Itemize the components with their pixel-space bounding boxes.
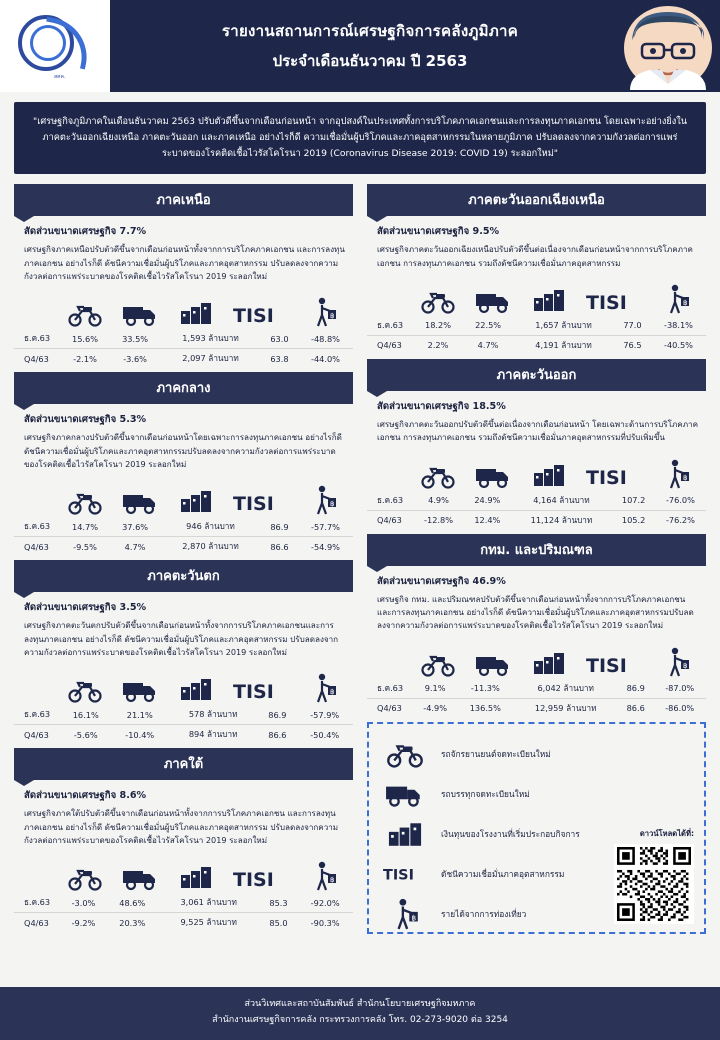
factory-icon: [532, 461, 566, 489]
doctor-illustration-icon: [622, 4, 714, 90]
region-description: เศรษฐกิจภาคเหนือปรับตัวดีขึ้นจากเดือนก่อนหน้าทั้งจากการบริโภคภาคเอกชน และการลงทุนภาคเอกชน อย่างไรก็ดี ดัชนีความเชื่อมั่นผู้บริโภคและภาคอุตสาหกรรม ปรับลดลงจากความกังวลต่อการแพร่ระบาดของโรคติดเชื้อไวรัสโคโรนา 2019 ระลอกใหม่: [24, 244, 345, 281]
cell-truck: -11.3%: [470, 683, 500, 694]
cell-motorcycle: 2.2%: [413, 335, 463, 355]
motorcycle-icon: [421, 651, 455, 677]
legend-label: รถบรรทุกจดทะเบียนใหม่: [441, 788, 530, 799]
cell-investment: 2,870 ล้านบาท: [160, 537, 261, 557]
cell-investment: 946 ล้านบาท: [186, 521, 235, 532]
row-period: Q4/63: [367, 698, 413, 718]
footer-line-2: สำนักงานเศรษฐกิจการคลัง กระทรวงการคลัง โทร. 02-273-9020 ต่อ 3254: [212, 1014, 508, 1025]
logo-caption: สศค.: [54, 74, 66, 80]
tisi-icon: [233, 867, 291, 891]
cell-tisi: 86.6: [618, 698, 653, 718]
factory-icon: [532, 286, 566, 314]
motorcycle-icon: [383, 740, 427, 768]
qr-caption: ดาวน์โหลดได้ที่:: [639, 828, 694, 838]
region-title: ภาคกลาง: [14, 372, 353, 404]
region-card-west: [14, 560, 353, 744]
region-card-east: [367, 359, 706, 530]
tourist-icon: [664, 284, 690, 314]
indicator-icon-row: [367, 445, 706, 491]
region-title: ภาคใต้: [14, 748, 353, 780]
cell-investment: 894 ล้านบาท: [168, 725, 258, 745]
page-footer: [0, 987, 720, 1040]
table-row: [14, 705, 353, 725]
region-data-table: [14, 893, 353, 932]
legend-label: ดัชนีความเชื่อมั่นภาคอุตสาหกรรม: [441, 868, 565, 879]
region-description: เศรษฐกิจภาคตะวันออกเฉียงเหนือปรับตัวดีขึ้นต่อเนื่องจากเดือนก่อนหน้าจากการบริโภคภาคเอกชน การลงทุนภาคเอกชน รวมถึงดัชนีความเชื่อมั่นภาคอุตสาหกรรม: [377, 244, 693, 268]
indicator-icon-row: [367, 633, 706, 679]
tourist-icon: [664, 647, 690, 677]
cell-truck: 12.4%: [464, 510, 511, 530]
region-card-bangkok: [367, 534, 706, 718]
region-description: เศรษฐกิจภาคตะวันตกปรับตัวดีขึ้นจากเดือนก่อนหน้าทั้งจากการบริโภคภาคเอกชนและการลงทุนภาคเอกชน อย่างไรก็ดี ดัชนีความเชื่อมั่นผู้บริโภคและภาคอุตสาหกรรม ปรับลดลงจากความกังวลต่อการแพร่ระบาดของโรคติดเชื้อไวรัสโคโรนา 2019 ระลอกใหม่: [24, 620, 339, 658]
title-line-1: รายงานสถานการณ์เศรษฐกิจการคลังภูมิภาค: [221, 22, 519, 40]
cell-tisi: 63.8: [261, 349, 298, 369]
cell-investment: 11,124 ล้านบาท: [511, 510, 613, 530]
tourist-icon: [311, 485, 337, 515]
row-period: ธ.ค.63: [24, 709, 51, 720]
cell-tourism: -76.0%: [665, 495, 695, 506]
row-period: ธ.ค.63: [24, 897, 51, 908]
cell-motorcycle: 4.9%: [428, 495, 449, 506]
table-row: [367, 698, 706, 718]
cell-motorcycle: 16.1%: [72, 709, 99, 720]
cell-truck: 136.5%: [457, 698, 513, 718]
cell-motorcycle: -5.6%: [60, 725, 111, 745]
tourist-icon: [664, 459, 690, 489]
svg-text:TISI: TISI: [233, 493, 275, 516]
cell-tourism: -44.0%: [298, 349, 353, 369]
cell-tourism: -57.7%: [311, 521, 340, 532]
region-data-table: [14, 329, 353, 368]
factory-icon: [383, 819, 427, 849]
cell-tisi: 107.2: [621, 495, 646, 506]
svg-text:฿: ฿: [411, 913, 417, 923]
cell-truck: -10.4%: [111, 725, 168, 745]
row-period: ธ.ค.63: [377, 494, 404, 505]
legend-label: รายได้จากการท่องเที่ยว: [441, 908, 527, 919]
svg-text:฿: ฿: [683, 661, 688, 670]
svg-text:฿: ฿: [330, 688, 335, 697]
region-share: สัดส่วนขนาดเศรษฐกิจ 3.5%: [24, 602, 147, 614]
right-column: [367, 184, 706, 936]
cell-truck: 20.3%: [107, 913, 158, 933]
svg-text:TISI: TISI: [233, 681, 275, 704]
cell-motorcycle: 9.1%: [424, 683, 446, 694]
cell-investment: 4,164 ล้านบาท: [533, 494, 590, 505]
region-card-central: [14, 372, 353, 556]
region-description: เศรษฐกิจภาคตะวันออกปรับตัวดีขึ้นต่อเนื่องจากเดือนก่อนหน้า โดยเฉพาะด้านการบริโภคภาคเอกชน การลงทุนภาคเอกชน รวมถึงดัชนีความเชื่อมั่นภาคอุตสาหกรรมที่ปรับเพิ่มขึ้น: [377, 418, 699, 443]
cell-investment: 1,593 ล้านบาท: [182, 333, 239, 344]
svg-text:TISI: TISI: [233, 305, 275, 328]
table-row: [367, 335, 706, 355]
cell-tourism: -38.1%: [664, 320, 693, 331]
region-share: สัดส่วนขนาดเศรษฐกิจ 46.9%: [377, 575, 506, 587]
region-data-table: [367, 491, 706, 530]
truck-icon: [122, 301, 160, 327]
tourist-icon: [311, 673, 337, 703]
cell-investment: 4,191 ล้านบาท: [513, 335, 614, 355]
table-row: [14, 893, 353, 913]
region-data-table: [14, 705, 353, 744]
tourist-icon: [311, 297, 337, 327]
truck-icon: [475, 651, 513, 677]
tisi-icon: [233, 303, 291, 327]
cell-tourism: -48.8%: [311, 333, 340, 344]
legend-item-truck: [383, 774, 694, 814]
table-row: [14, 329, 353, 349]
row-period: Q4/63: [14, 725, 60, 745]
row-period: ธ.ค.63: [377, 319, 404, 330]
cell-tourism: -90.3%: [297, 913, 353, 933]
cell-investment: 1,657 ล้านบาท: [535, 319, 592, 330]
tisi-icon: [383, 862, 427, 886]
title-line-2: ประจำเดือนธันวาคม ปี 2563: [272, 52, 468, 70]
table-row: [367, 679, 706, 699]
motorcycle-icon: [421, 463, 455, 489]
cell-motorcycle: -12.8%: [413, 510, 464, 530]
region-description: เศรษฐกิจภาคใต้ปรับตัวดีขึ้นจากเดือนก่อนหน้าทั้งจากการบริโภคภาคเอกชน และการลงทุนภาคเอกชน อย่างไรก็ดี ดัชนีความเชื่อมั่นผู้บริโภคและภาคอุตสาหกรรม ปรับลดลงจากความกังวลต่อการแพร่ระบาดของโรคติดเชื้อไวรัสโคโรนา 2019 ระลอกใหม่: [24, 808, 339, 846]
region-data-table: [367, 679, 706, 718]
cell-truck: 24.9%: [474, 495, 501, 506]
cell-truck: 4.7%: [463, 335, 513, 355]
cell-tourism: -76.2%: [655, 510, 706, 530]
cell-truck: 22.5%: [475, 320, 502, 331]
factory-icon: [179, 863, 213, 891]
table-row: [14, 537, 353, 557]
region-title: กทม. และปริมณฑล: [367, 534, 706, 566]
cell-investment: 9,525 ล้านบาท: [158, 913, 260, 933]
tourist-icon: [383, 898, 427, 930]
region-title: ภาคตะวันออกเฉียงเหนือ: [367, 184, 706, 216]
cell-truck: 33.5%: [122, 333, 149, 344]
svg-text:฿: ฿: [330, 876, 335, 885]
indicator-icon-row: [14, 659, 353, 705]
indicator-icon-row: [367, 270, 706, 316]
factory-icon: [532, 649, 566, 677]
cell-tourism: -87.0%: [665, 683, 695, 694]
factory-icon: [179, 299, 213, 327]
cell-tourism: -86.0%: [653, 698, 706, 718]
cell-tisi: 86.6: [258, 725, 296, 745]
cell-tisi: 105.2: [612, 510, 655, 530]
cell-tourism: -57.9%: [310, 709, 340, 720]
tourist-icon: [311, 861, 337, 891]
table-row: [14, 913, 353, 933]
cell-tourism: -92.0%: [310, 897, 340, 908]
region-description: เศรษฐกิจภาคกลางปรับตัวดีขึ้นจากเดือนก่อนหน้าโดยเฉพาะการลงทุนภาคเอกชน อย่างไรก็ดี ดัชนีความเชื่อมั่นผู้บริโภคและภาคอุตสาหกรรมปรับลดลงจากความกังวลต่อการแพร่ระบาดของโรคติดเชื้อไวรัสโคโรนา 2019 ระลอกใหม่: [24, 432, 342, 469]
cell-tourism: -40.5%: [651, 335, 706, 355]
legend-label: เงินทุนของโรงงานที่เริ่มประกอบกิจการ: [441, 828, 580, 839]
svg-text:TISI: TISI: [383, 866, 414, 883]
svg-text:฿: ฿: [330, 500, 335, 509]
truck-icon: [475, 463, 513, 489]
cell-truck: 37.6%: [122, 521, 149, 532]
row-period: ธ.ค.63: [24, 521, 51, 532]
svg-text:TISI: TISI: [586, 654, 628, 677]
page-header: [0, 0, 720, 92]
cell-tisi: 85.3: [269, 897, 288, 908]
svg-text:฿: ฿: [683, 298, 688, 307]
tisi-icon: [586, 653, 644, 677]
row-period: Q4/63: [367, 335, 413, 355]
indicator-icon-row: [14, 471, 353, 517]
cell-motorcycle: -3.0%: [71, 897, 96, 908]
region-data-table: [367, 316, 706, 355]
motorcycle-icon: [68, 301, 102, 327]
region-share: สัดส่วนขนาดเศรษฐกิจ 5.3%: [24, 414, 147, 426]
cell-motorcycle: -4.9%: [413, 698, 457, 718]
cell-motorcycle: 18.2%: [425, 320, 452, 331]
regions-grid: [0, 174, 720, 936]
truck-icon: [122, 865, 160, 891]
table-row: [14, 725, 353, 745]
cell-truck: 48.6%: [119, 897, 146, 908]
tisi-icon: [233, 679, 291, 703]
svg-text:TISI: TISI: [586, 291, 628, 314]
executive-summary: "เศรษฐกิจภูมิภาคในเดือนธันวาคม 2563 ปรับตัวดีขึ้นจากเดือนก่อนหน้า จากอุปสงค์ในประเทศทั้งการบริโภคภาคเอกชนและการลงทุนภาคเอกชน โดยเฉพาะอย่างยิ่งในภาคตะวันออกเฉียงเหนือ ภาคตะวันออก และภาคเหนือ อย่างไรก็ดี ความเชื่อมั่นผู้บริโภคและภาคอุตสาหกรรมในหลายภูมิภาค ปรับลดลงจากความกังวลต่อการแพร่ระบาดของโรคติดเชื้อไวรัสโคโรนา 2019 (Coronavirus Disease 2019: COVID 19) ระลอกใหม่": [14, 102, 706, 174]
indicator-icon-row: [14, 283, 353, 329]
cell-truck: -3.6%: [110, 349, 160, 369]
cell-tisi: 85.0: [260, 913, 298, 933]
cell-motorcycle: -2.1%: [60, 349, 110, 369]
cell-tisi: 86.6: [261, 537, 298, 557]
cell-motorcycle: 14.7%: [72, 521, 99, 532]
region-card-north: [14, 184, 353, 368]
cell-investment: 12,959 ล้านบาท: [513, 698, 618, 718]
row-period: Q4/63: [367, 510, 413, 530]
truck-icon: [383, 780, 427, 808]
table-row: [367, 491, 706, 511]
region-title: ภาคตะวันออก: [367, 359, 706, 391]
logo-mark-icon: [12, 13, 98, 79]
footer-line-1: ส่วนวิเทศและสถาบันสัมพันธ์ สำนักนโยบายเศรษฐกิจมหภาค: [244, 999, 476, 1010]
cell-tourism: -50.4%: [296, 725, 353, 745]
region-card-northeast: [367, 184, 706, 355]
motorcycle-icon: [68, 865, 102, 891]
cell-tisi: 77.0: [623, 320, 642, 331]
legend-label: รถจักรยานยนต์จดทะเบียนใหม่: [441, 748, 551, 759]
table-row: [367, 316, 706, 336]
cell-tisi: 76.5: [614, 335, 651, 355]
organization-logo: [0, 0, 110, 92]
left-column: [14, 184, 353, 936]
region-share: สัดส่วนขนาดเศรษฐกิจ 7.7%: [24, 226, 147, 238]
cell-truck: 4.7%: [110, 537, 160, 557]
truck-icon: [122, 677, 160, 703]
cell-motorcycle: -9.5%: [60, 537, 110, 557]
legend-panel: [367, 722, 706, 934]
cell-motorcycle: -9.2%: [60, 913, 107, 933]
region-share: สัดส่วนขนาดเศรษฐกิจ 8.6%: [24, 790, 147, 802]
region-data-table: [14, 517, 353, 556]
region-share: สัดส่วนขนาดเศรษฐกิจ 9.5%: [377, 226, 500, 238]
region-title: ภาคตะวันตก: [14, 560, 353, 592]
svg-text:TISI: TISI: [233, 869, 275, 892]
tisi-icon: [586, 465, 644, 489]
region-title: ภาคเหนือ: [14, 184, 353, 216]
table-row: [14, 349, 353, 369]
row-period: ธ.ค.63: [24, 333, 51, 344]
row-period: Q4/63: [14, 349, 60, 369]
cell-motorcycle: 15.6%: [72, 333, 99, 344]
qr-code[interactable]: [614, 844, 694, 924]
cell-investment: 3,061 ล้านบาท: [180, 897, 237, 908]
factory-icon: [179, 675, 213, 703]
legend-item-motorcycle: [383, 734, 694, 774]
cell-tisi: 86.9: [270, 521, 289, 532]
region-share: สัดส่วนขนาดเศรษฐกิจ 18.5%: [377, 400, 506, 412]
svg-text:฿: ฿: [330, 312, 335, 321]
row-period: Q4/63: [14, 913, 60, 933]
svg-text:฿: ฿: [683, 473, 688, 482]
cell-tisi: 86.9: [268, 709, 287, 720]
row-period: ธ.ค.63: [377, 682, 404, 693]
tisi-icon: [233, 491, 291, 515]
cell-investment: 578 ล้านบาท: [188, 709, 238, 720]
svg-text:TISI: TISI: [586, 466, 628, 489]
cell-tourism: -54.9%: [298, 537, 353, 557]
cell-tisi: 86.9: [626, 683, 645, 694]
cell-investment: 2,097 ล้านบาท: [160, 349, 261, 369]
tisi-icon: [586, 290, 644, 314]
region-card-south: [14, 748, 353, 932]
motorcycle-icon: [68, 489, 102, 515]
region-description: เศรษฐกิจ กทม. และปริมณฑลปรับตัวดีขึ้นจากเดือนก่อนหน้าทั้งจากการบริโภคภาคเอกชน และการลงทุนภาคเอกชน อย่างไรก็ดี ดัชนีความเชื่อมั่นผู้บริโภคและภาคอุตสาหกรรมปรับลดลงจากความกังวลต่อการแพร่ระบาดของโรคติดเชื้อไวรัสโคโรนา 2019 ระลอกใหม่: [377, 593, 694, 631]
factory-icon: [179, 487, 213, 515]
cell-truck: 21.1%: [126, 709, 153, 720]
cell-investment: 6,042 ล้านบาท: [537, 682, 594, 693]
cell-tisi: 63.0: [270, 333, 289, 344]
indicator-icon-row: [14, 847, 353, 893]
motorcycle-icon: [421, 288, 455, 314]
truck-icon: [122, 489, 160, 515]
table-row: [367, 510, 706, 530]
table-row: [14, 517, 353, 537]
motorcycle-icon: [68, 677, 102, 703]
row-period: Q4/63: [14, 537, 60, 557]
truck-icon: [475, 288, 513, 314]
